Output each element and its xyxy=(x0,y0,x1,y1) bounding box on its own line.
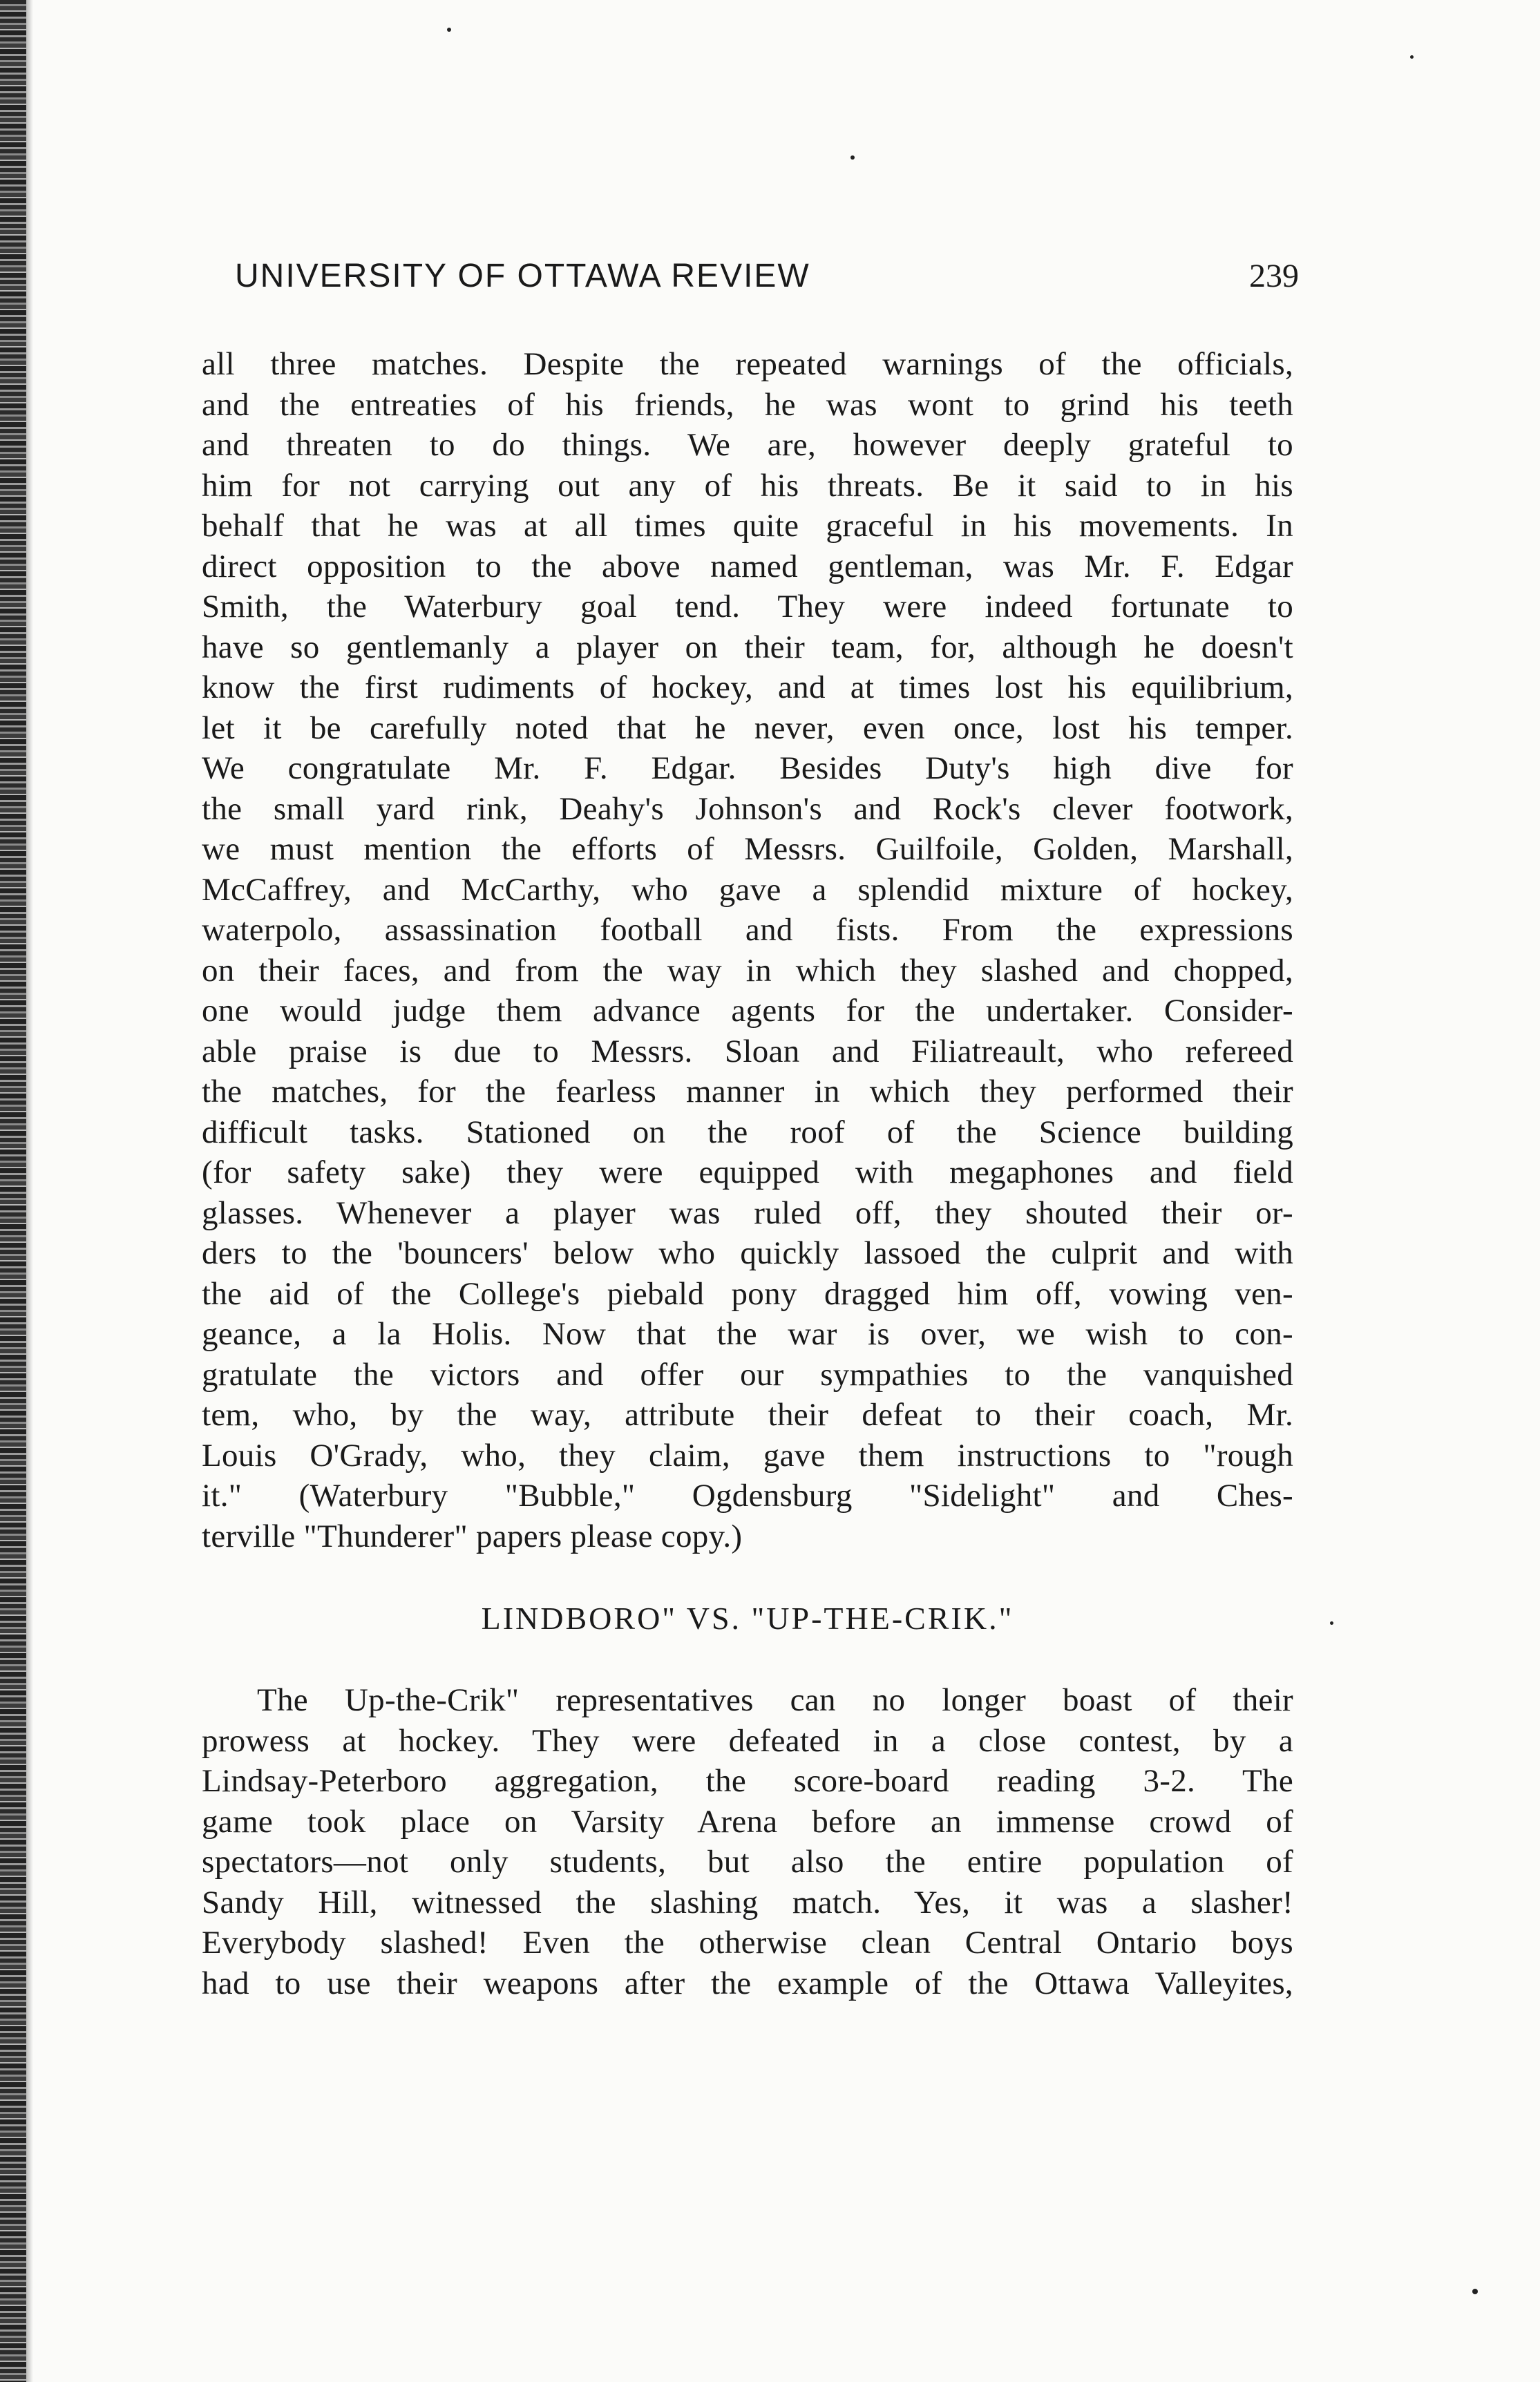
text-line: know the first rudiments of hockey, and at times lost his equilibrium, xyxy=(202,669,1293,705)
text-line: waterpolo, assassination football and fists. From the expressions xyxy=(202,912,1293,948)
text-line: and the entreaties of his friends, he was wont to grind his teeth xyxy=(202,386,1293,423)
text-line: the small yard rink, Deahy's Johnson's and Rock's clever footwork, xyxy=(202,790,1293,827)
text-line: one would judge them advance agents for the undertaker. Consider- xyxy=(202,993,1293,1029)
text-line: and threaten to do things. We are, however deeply grateful to xyxy=(202,427,1293,463)
running-title: UNIVERSITY OF OTTAWA REVIEW xyxy=(235,258,810,294)
section-heading: LINDBORO" VS. "UP-THE-CRIK." xyxy=(481,1601,1014,1636)
print-speck xyxy=(1410,55,1414,59)
book-binding-edge xyxy=(0,0,26,2382)
text-line: prowess at hockey. They were defeated in a close contest, by a xyxy=(202,1722,1293,1759)
text-line: it." (Waterbury "Bubble," Ogdensburg "Sidelight" and Ches- xyxy=(202,1478,1293,1514)
text-line: We congratulate Mr. F. Edgar. Besides Duty's high dive for xyxy=(202,750,1293,786)
text-line: The Up-the-Crik" representatives can no longer boast of their xyxy=(257,1682,1293,1718)
text-line: game took place on Varsity Arena before an immense crowd of xyxy=(202,1803,1293,1840)
text-line: him for not carrying out any of his threats. Be it said to in his xyxy=(202,467,1293,504)
print-speck xyxy=(1330,1621,1333,1625)
body-paragraph-continued xyxy=(202,344,1293,1556)
text-line: the matches, for the fearless manner in which they performed their xyxy=(202,1074,1293,1109)
page-number: 239 xyxy=(1249,258,1299,294)
text-line: glasses. Whenever a player was ruled off, they shouted their or- xyxy=(202,1194,1293,1231)
text-line: terville "Thunderer" papers please copy.) xyxy=(202,1518,743,1554)
text-line: Louis O'Grady, who, they claim, gave them instructions to "rough xyxy=(202,1437,1293,1474)
text-line: ders to the 'bouncers' below who quickly lassoed the culprit and with xyxy=(202,1235,1293,1271)
text-line: Lindsay-Peterboro aggregation, the score-board reading 3-2. The xyxy=(202,1763,1293,1799)
text-line: geance, a la Holis. Now that the war is over, we wish to con- xyxy=(202,1316,1293,1352)
text-line: Smith, the Waterbury goal tend. They were indeed fortunate to xyxy=(202,589,1293,625)
text-line: all three matches. Despite the repeated warnings of the officials, xyxy=(202,346,1293,382)
text-line: spectators—not only students, but also the entire population of xyxy=(202,1844,1293,1880)
text-line: let it be carefully noted that he never, even once, lost his temper. xyxy=(202,709,1293,746)
text-line: McCaffrey, and McCarthy, who gave a splendid mixture of hockey, xyxy=(202,871,1293,908)
text-line: had to use their weapons after the example of the Ottawa Valleyites, xyxy=(202,1965,1293,2001)
text-line: (for safety sake) they were equipped with megaphones and field xyxy=(202,1154,1293,1190)
text-line: direct opposition to the above named gentleman, was Mr. F. Edgar xyxy=(202,548,1293,584)
text-line: difficult tasks. Stationed on the roof of the Science building xyxy=(202,1114,1293,1150)
page-header xyxy=(235,257,1299,312)
text-line: able praise is due to Messrs. Sloan and Filiatreault, who refereed xyxy=(202,1033,1293,1069)
text-line: behalf that he was at all times quite graceful in his movements. In xyxy=(202,508,1293,544)
text-line: we must mention the efforts of Messrs. Guilfoile, Golden, Marshall, xyxy=(202,831,1293,867)
text-line: tem, who, by the way, attribute their defeat to their coach, Mr. xyxy=(202,1397,1293,1433)
print-speck xyxy=(850,155,855,160)
text-line: Everybody slashed! Even the otherwise clean Central Ontario boys xyxy=(202,1925,1293,1961)
print-speck xyxy=(1472,2289,1478,2294)
text-line: have so gentlemanly a player on their team, for, although he doesn't xyxy=(202,629,1293,665)
text-line: gratulate the victors and offer our sympathies to the vanquished xyxy=(202,1356,1293,1393)
print-speck xyxy=(447,28,451,32)
body-paragraph xyxy=(202,1680,1293,2003)
text-line: the aid of the College's piebald pony dragged him off, vowing ven- xyxy=(202,1275,1293,1312)
text-line: on their faces, and from the way in which they slashed and chopped, xyxy=(202,952,1293,989)
text-line: Sandy Hill, witnessed the slashing match. Yes, it was a slasher! xyxy=(202,1884,1293,1921)
